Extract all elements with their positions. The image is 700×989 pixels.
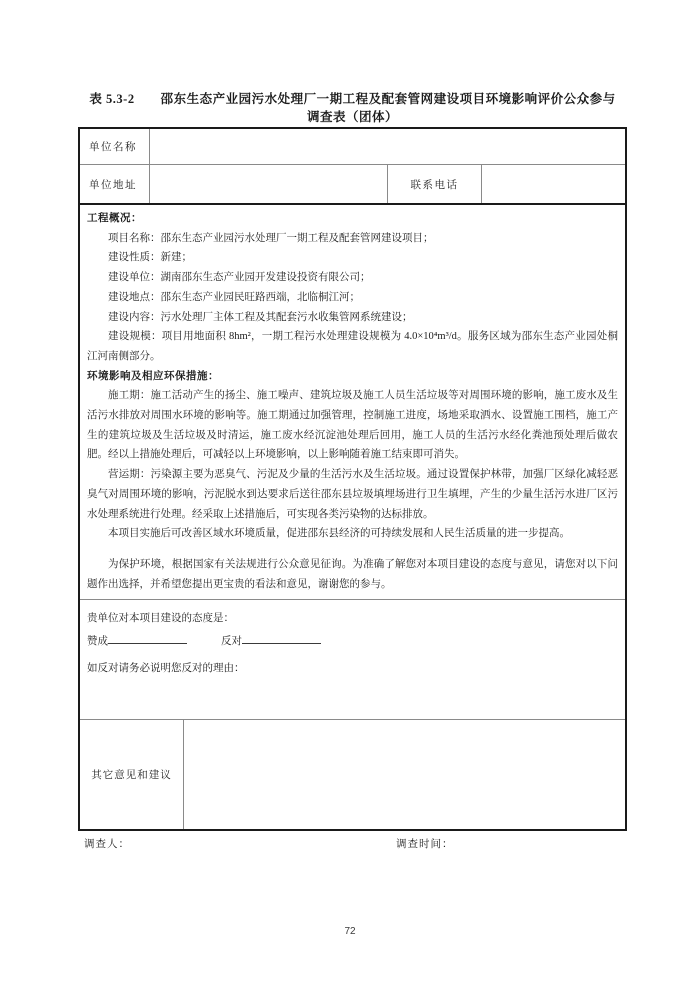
- contact-phone-label: 联系电话: [388, 165, 482, 203]
- oppose-reason-prompt: 如反对请务必说明您反对的理由：: [87, 663, 245, 674]
- page-number: 72: [344, 926, 356, 937]
- surveyor-label: 调查人：: [84, 839, 130, 850]
- unit-address-input[interactable]: [150, 165, 388, 203]
- contact-phone-input[interactable]: [482, 165, 625, 203]
- document-title-line1: [78, 91, 627, 109]
- content-paragraph: 建设规模：项目用地面积 8hm²，一期工程污水处理建设规模为 4.0×10⁴m³/d。服务区域为邵东生态产业园处桐江河南侧部分。: [87, 331, 618, 362]
- content-paragraph: 本项目实施后可改善区域水环境质量，促进邵东县经济的可持续发展和人民生活质量的进一步提高。: [108, 528, 570, 540]
- document-title: [78, 91, 627, 126]
- attitude-options: [87, 630, 618, 653]
- approve-blank[interactable]: [108, 631, 187, 644]
- content-paragraph: 工程概况：: [87, 213, 142, 224]
- row-unit-name: [80, 129, 625, 165]
- row-attitude: [80, 600, 625, 720]
- content-paragraph: 建设地点：邵东生态产业园民旺路西端，北临桐江河；: [108, 291, 360, 303]
- unit-address-label: 单位地址: [80, 165, 150, 203]
- survey-time-label: 调查时间：: [396, 839, 454, 850]
- content-paragraph: 项目名称：邵东生态产业园污水处理厂一期工程及配套管网建设项目；: [108, 232, 434, 244]
- other-opinion-label: 其它意见和建议: [80, 720, 184, 829]
- content-paragraph: 为保护环境，根据国家有关法规进行公众意见征询。为准确了解您对本项目建设的态度与意见，请您对以下问题作出选择，并希望您提出更宝贵的看法和意见，谢谢您的参与。: [87, 558, 618, 590]
- content-paragraph: 建设单位：湖南邵东生态产业园开发建设投资有限公司；: [108, 272, 371, 284]
- content-paragraph: 施工期：施工活动产生的扬尘、施工噪声、建筑垃圾及施工人员生活垃圾等对周围环境的影响，施工废水及生活污水排放对周围水环境的影响等。施工期通过加强管理，控制施工进度，场地采取洒水、设置施工围档，施工产生的建筑垃圾及生活垃圾及时清运，施工废水经沉淀池处理后回用，施工人员的生活污水经化粪池预处理后做农肥。经以上措施处理后，可减轻以上环境影响，以上影响随着施工结束即可消失。: [87, 390, 618, 461]
- unit-name-label: 单位名称: [80, 129, 150, 164]
- unit-name-input[interactable]: [150, 129, 625, 164]
- document-title-line2: 调查表（团体）: [306, 109, 398, 124]
- content-paragraph: 建设内容：污水处理厂主体工程及其配套污水收集管网系统建设；: [108, 311, 413, 323]
- oppose-label: 反对: [221, 636, 242, 647]
- survey-table: [78, 127, 627, 831]
- oppose-blank[interactable]: [242, 631, 321, 644]
- title-text: 邵东生态产业园污水处理厂一期工程及配套管网建设项目环境影响评价公众参与: [160, 92, 616, 106]
- content-paragraph: 建设性质：新建；: [108, 252, 192, 264]
- row-other-opinion: [80, 720, 625, 829]
- row-unit-address: [80, 165, 625, 205]
- footer-line: [78, 836, 627, 854]
- oppose-reason-area[interactable]: [87, 680, 618, 724]
- project-content-cell: [80, 205, 625, 600]
- content-paragraph: 环境影响及相应环保措施：: [87, 370, 219, 382]
- content-paragraph: 营运期：污染源主要为恶臭气、污泥及少量的生活污水及生活垃圾。通过设置保护林带，加强厂区绿化减轻恶臭气对周围环境的影响，污泥脱水到达要求后送往邵东县垃圾填埋场进行卫生填埋，产生的少量生活污水进厂区污水处理系统进行处理。经采取上述措施后，可实现各类污染物的达标排放。: [87, 469, 618, 520]
- attitude-question: 贵单位对本项目建设的态度是：: [87, 613, 234, 624]
- other-opinion-input[interactable]: [184, 720, 625, 829]
- table-number-label: 表 5.3-2: [89, 92, 135, 106]
- approve-label: 赞成: [87, 636, 108, 647]
